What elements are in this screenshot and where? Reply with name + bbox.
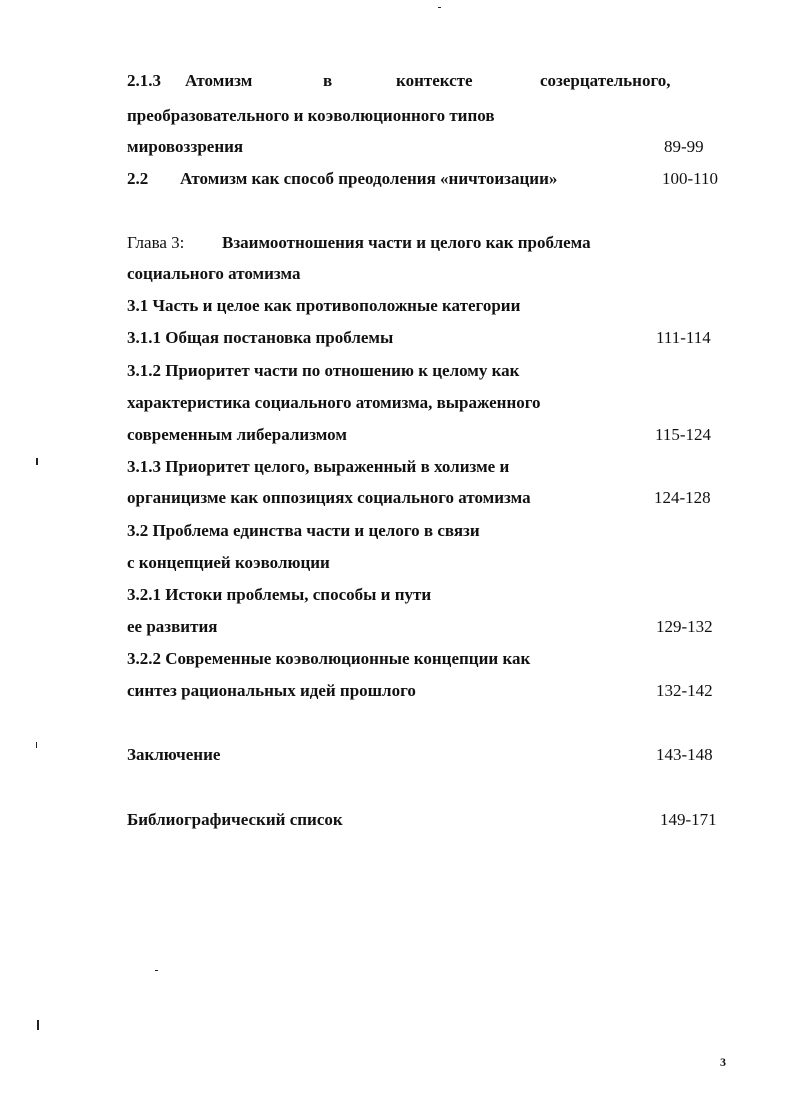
toc-entry-title: органицизме как оппозициях социального атомизма bbox=[127, 488, 531, 507]
toc-entry-pages: 143-148 bbox=[656, 745, 713, 764]
toc-section-title: 3.1 Часть и целое как противоположные категории bbox=[127, 296, 521, 315]
toc-entry-title: современным либерализмом bbox=[127, 425, 347, 444]
toc-entry-title: Атомизм как способ преодоления «ничтоизации» bbox=[180, 169, 558, 188]
toc-section-title: с концепцией коэволюции bbox=[127, 553, 330, 572]
toc-entry-title: преобразовательного и коэволюционного типов bbox=[127, 106, 495, 125]
page-number: 3 bbox=[720, 1055, 726, 1069]
toc-entry-word: в bbox=[323, 71, 333, 90]
toc-entry-title: 3.1.2 Приоритет части по отношению к целому как bbox=[127, 361, 520, 380]
toc-entry-title: 3.1.3 Приоритет целого, выраженный в холизме и bbox=[127, 457, 510, 476]
scan-speck bbox=[36, 742, 37, 748]
toc-entry-title: ее развития bbox=[127, 617, 218, 636]
toc-entry-title: характеристика социального атомизма, выраженного bbox=[127, 393, 541, 412]
toc-entry-pages: 132-142 bbox=[656, 681, 713, 700]
toc-section-title: 3.2 Проблема единства части и целого в связи bbox=[127, 521, 480, 540]
chapter-title: социального атомизма bbox=[127, 264, 301, 283]
chapter-title: Взаимоотношения части и целого как проблема bbox=[222, 233, 591, 252]
toc-entry-word: контексте bbox=[396, 71, 473, 90]
scan-speck bbox=[36, 458, 38, 465]
toc-entry-title: Заключение bbox=[127, 745, 221, 764]
toc-entry-title: 3.2.1 Истоки проблемы, способы и пути bbox=[127, 585, 432, 604]
toc-entry-pages: 149-171 bbox=[660, 810, 717, 829]
toc-entry-pages: 89-99 bbox=[664, 137, 704, 156]
scan-speck bbox=[37, 1020, 39, 1030]
toc-entry-title: 3.1.1 Общая постановка проблемы bbox=[127, 328, 394, 347]
toc-entry-number: 2.1.3 bbox=[127, 71, 161, 90]
toc-entry-pages: 129-132 bbox=[656, 617, 713, 636]
toc-entry-word: созерцательного, bbox=[540, 71, 671, 90]
toc-entry-word: Атомизм bbox=[185, 71, 253, 90]
scan-speck bbox=[155, 970, 158, 971]
chapter-label: Глава 3: bbox=[127, 233, 185, 252]
toc-entry-title: Библиографический список bbox=[127, 810, 343, 829]
toc-entry-number: 2.2 bbox=[127, 169, 149, 188]
toc-entry-title: мировоззрения bbox=[127, 137, 244, 156]
toc-entry-title: синтез рациональных идей прошлого bbox=[127, 681, 416, 700]
toc-entry-pages: 115-124 bbox=[655, 425, 712, 444]
toc-entry-pages: 111-114 bbox=[656, 328, 711, 347]
scan-speck bbox=[438, 7, 441, 8]
toc-entry-title: 3.2.2 Современные коэволюционные концепции как bbox=[127, 649, 531, 668]
toc-entry-pages: 100-110 bbox=[662, 169, 719, 188]
toc-entry-pages: 124-128 bbox=[654, 488, 711, 507]
